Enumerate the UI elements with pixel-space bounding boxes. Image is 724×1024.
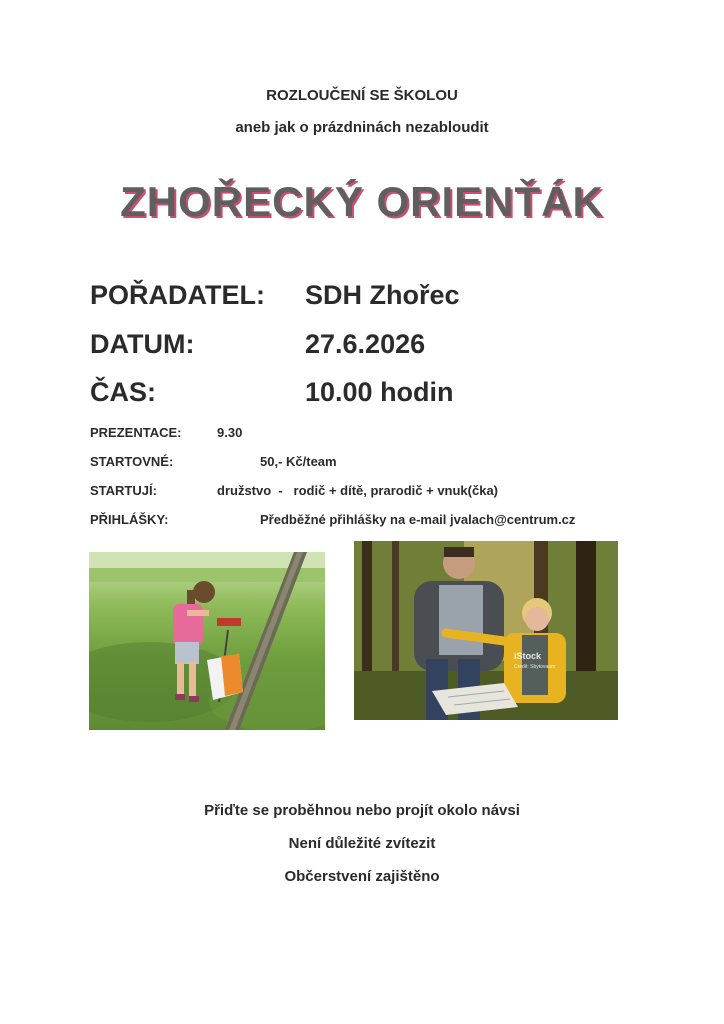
photo-girl-orienteering [89, 552, 325, 730]
date-label: DATUM: [90, 329, 195, 359]
participants-label: STARTUJÍ: [90, 483, 157, 498]
time-value: 10.00 hodin [305, 377, 454, 407]
signup-value: Předběžné přihlášky na e-mail jvalach@centrum.cz [260, 512, 576, 527]
footer-line-2: Není důležité zvítezit [288, 835, 436, 852]
event-subtitle: ROZLOUČENÍ SE ŠKOLOU [266, 87, 458, 104]
footer-line-3: Občerstvení zajištěno [284, 868, 440, 885]
fee-value: 50,- Kč/team [260, 454, 337, 469]
photo-credit-text: Credit: Sbytovaam [514, 664, 556, 670]
registration-time-value: 9.30 [217, 425, 243, 440]
organizer-label: POŘADATEL: [90, 280, 265, 310]
photo-father-son-map [354, 541, 618, 720]
photo-girl-orienteering-illustration [89, 552, 325, 730]
date-value: 27.6.2026 [305, 329, 426, 359]
footer-line-1: Přiďte se proběhnou nebo projít okolo návsi [204, 802, 520, 819]
photo-father-son-map-illustration [354, 541, 618, 720]
fee-label: STARTOVNÉ: [90, 454, 174, 469]
event-tagline: aneb jak o prázdninách nezabloudit [235, 119, 489, 136]
registration-time-label: PREZENTACE: [90, 425, 182, 440]
organizer-value: SDH Zhořec [305, 280, 460, 310]
participants-value: družstvo - rodič + dítě, prarodič + vnuk(čka) [217, 483, 499, 498]
event-title: ZHOŘECKÝ ORIENŤÁK [120, 178, 604, 225]
time-label: ČAS: [90, 377, 156, 407]
photo-watermark-text: iStock [514, 651, 542, 661]
signup-label: PŘIHLÁŠKY: [90, 512, 169, 527]
